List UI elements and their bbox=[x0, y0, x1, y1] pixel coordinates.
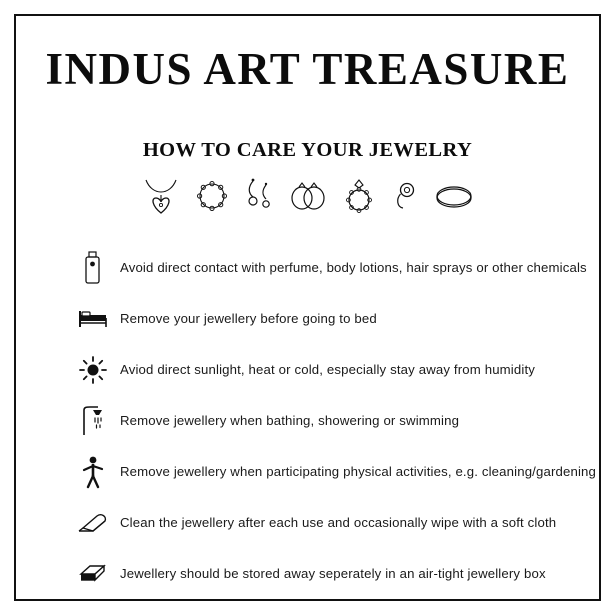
list-item bbox=[66, 350, 581, 390]
shower-icon bbox=[66, 401, 120, 441]
list-item bbox=[66, 299, 581, 339]
beaded-bracelet-icon bbox=[194, 178, 230, 214]
heart-pendant-necklace-icon bbox=[142, 176, 180, 216]
tip-text: Remove jewellery when bathing, showering or swimming bbox=[120, 413, 460, 428]
bangle-icon bbox=[434, 181, 474, 211]
care-tips-list bbox=[34, 248, 597, 594]
double-ring-icon bbox=[288, 179, 328, 213]
list-item bbox=[66, 401, 581, 441]
list-item bbox=[66, 452, 597, 492]
gemstone-ring-icon bbox=[342, 177, 376, 215]
cleaning-cloth-icon bbox=[66, 503, 120, 543]
perfume-bottle-icon bbox=[66, 248, 120, 288]
tip-text: Jewellery should be stored away seperately in an air-tight jewellery box bbox=[120, 566, 546, 581]
person-activity-icon bbox=[66, 452, 120, 492]
tip-text: Avoid direct contact with perfume, body lotions, hair sprays or other chemicals bbox=[120, 260, 587, 275]
tip-text: Remove your jewellery before going to bed bbox=[120, 311, 377, 326]
list-item bbox=[66, 503, 581, 543]
stud-earring-icon bbox=[390, 179, 420, 213]
card-border-frame bbox=[14, 14, 601, 601]
page-title: INDUS ART TREASURE bbox=[45, 44, 570, 94]
bed-icon bbox=[66, 299, 120, 339]
jewelry-icon-row bbox=[142, 176, 474, 216]
tip-text: Clean the jewellery after each use and occasionally wipe with a soft cloth bbox=[120, 515, 557, 530]
sun-icon bbox=[66, 350, 120, 390]
jewellery-box-icon bbox=[66, 554, 120, 594]
section-title: HOW TO CARE YOUR JEWELRY bbox=[142, 139, 473, 162]
tip-text: Aviod direct sunlight, heat or cold, especially stay away from humidity bbox=[120, 362, 536, 377]
earrings-pair-icon bbox=[244, 177, 274, 215]
list-item bbox=[66, 248, 587, 288]
list-item bbox=[66, 554, 581, 594]
tip-text: Remove jewellery when participating physical activities, e.g. cleaning/gardening bbox=[120, 464, 597, 479]
